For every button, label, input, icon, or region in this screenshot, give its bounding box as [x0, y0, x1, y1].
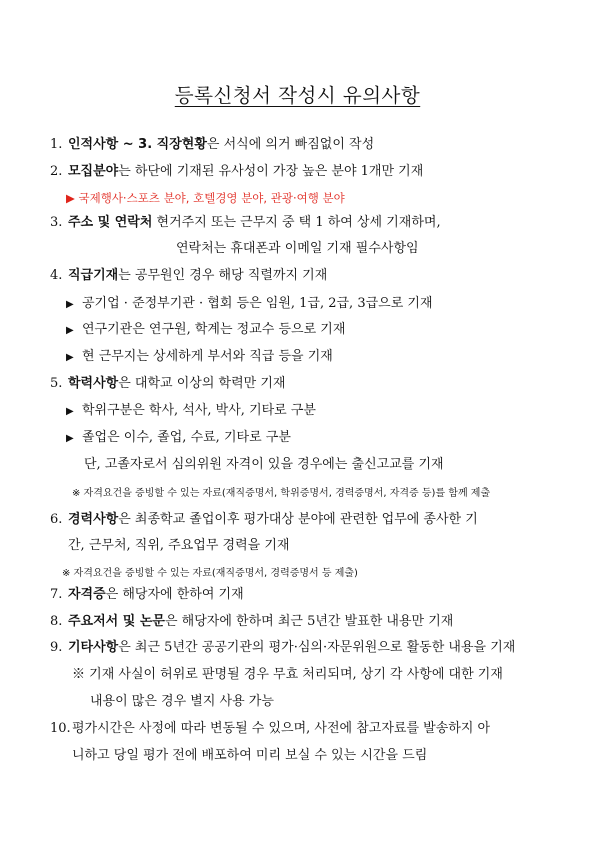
item-7: 7. 자격증은 해당자에 한하여 기재 [50, 587, 244, 602]
item-2-fields: ▶ 국제행사·스포츠 분야, 호텔경영 분야, 관광·여행 분야 [66, 191, 345, 205]
item-1: 1. 인적사항 ~ 3. 직장현황은 서식에 의거 빠짐없이 작성 [50, 137, 375, 152]
item-5-sub-1: ▶ 학위구분은 학사, 석사, 박사, 기타로 구분 [66, 403, 316, 418]
page-title: 등록신청서 작성시 유의사항 [174, 84, 421, 107]
item-5: 5. 학력사항은 대학교 이상의 학력만 기재 [50, 376, 286, 391]
item-2: 2. 모집분야는 하단에 기재된 유사성이 가장 높은 분야 1개만 기재 [50, 164, 424, 179]
item-9: 9. 기타사항은 최근 5년간 공공기관의 평가·심의·자문위원으로 활동한 내용을 기재 [50, 640, 516, 655]
triangle-right-icon: ▶ [66, 352, 74, 363]
item-4: 4. 직급기재는 공무원인 경우 해당 직렬까지 기재 [50, 268, 328, 283]
item-3-continued: 연락처는 휴대폰과 이메일 기재 필수사항임 [176, 241, 419, 256]
item-4-sub-1: ▶ 공기업 · 준정부기관 · 협회 등은 임원, 1급, 2급, 3급으로 기재 [66, 296, 433, 311]
item-3: 3. 주소 및 연락처 현거주지 또는 근무지 중 택 1 하여 상세 기재하며, [50, 215, 441, 230]
item-6-note: ※ 자격요건을 증빙할 수 있는 자료(재직증명서, 경력증명서 등 제출) [62, 568, 358, 579]
triangle-right-icon: ▶ [66, 299, 74, 310]
item-4-sub-3: ▶ 현 근무지는 상세하게 부서와 직급 등을 기재 [66, 349, 333, 364]
item-9-note-2: 내용이 많은 경우 별지 사용 가능 [90, 694, 274, 709]
item-5-continued: 단, 고졸자로서 심의위원 자격이 있을 경우에는 출신고교를 기재 [84, 457, 444, 472]
item-8: 8. 주요저서 및 논문은 해당자에 한하며 최근 5년간 발표한 내용만 기재 [50, 614, 454, 629]
item-6: 6. 경력사항은 최종학교 졸업이후 평가대상 분야에 관련한 업무에 종사한 기 [50, 512, 478, 527]
item-4-sub-2: ▶ 연구기관은 연구원, 학계는 정교수 등으로 기재 [66, 322, 346, 337]
triangle-right-icon: ▶ [66, 325, 74, 336]
triangle-right-icon: ▶ [66, 406, 74, 417]
item-10-continued: 니하고 당일 평가 전에 배포하여 미리 보실 수 있는 시간을 드림 [72, 748, 428, 763]
item-10: 10.평가시간은 사정에 따라 변동될 수 있으며, 사전에 참고자료를 발송하지 아 [50, 721, 491, 736]
item-9-note-1: ※ 기재 사실이 허위로 판명될 경우 무효 처리되며, 상기 각 사항에 대한 기재 [72, 667, 503, 682]
triangle-right-icon: ▶ [66, 433, 74, 444]
item-5-note: ※ 자격요건을 증빙할 수 있는 자료(재직증명서, 학위증명서, 경력증명서, 자격증 등)를 함께 제출 [72, 488, 491, 499]
item-5-sub-2: ▶ 졸업은 이수, 졸업, 수료, 기타로 구분 [66, 430, 291, 445]
item-6-continued: 간, 근무처, 직위, 주요업무 경력을 기재 [68, 538, 290, 553]
